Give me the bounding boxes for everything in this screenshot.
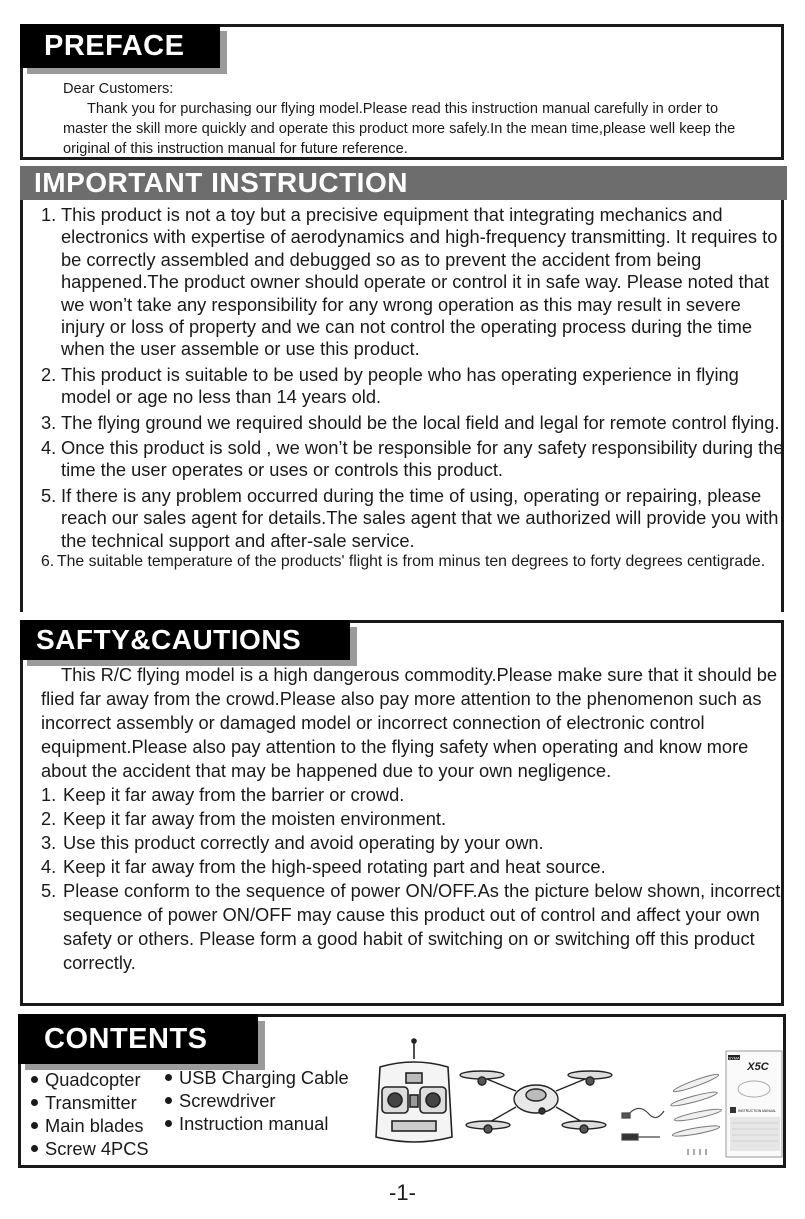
item-text: The flying ground we required should be the local field and legal for remote control flying. [61,411,780,433]
list-item [41,204,786,361]
item-number: 4. [41,437,57,459]
list-item [41,437,786,482]
item-number: 1. [41,784,57,805]
item-number: 3. [41,411,57,433]
list-item [41,855,781,879]
preface-body: Thank you for purchasing our flying model.Please read this instruction manual carefully in order to master the skill more quickly and operate this product more safely.In the mean time,please well keep the original of this instruction manual for future reference. [63,101,736,157]
item-number: 3. [41,832,57,853]
item-text: Please conform to the sequence of power ON/OFF.As the picture below shown, incorrect sequence of power ON/OFF may cause this product out of control and affect your own safety or others. Please form a good habit of switching on or switching off this product correctly. [63,880,781,973]
item-text: Screwdriver [179,1090,276,1111]
transmitter-icon [376,1039,452,1142]
bullet-icon [165,1120,172,1127]
item-number: 5. [41,880,57,901]
bullet-icon [31,1099,38,1106]
item-text: Transmitter [45,1092,137,1113]
bullet-icon [31,1122,38,1129]
list-item [31,1115,144,1137]
item-text: This product is suitable to be used by people who has operating experience in flying model or age no less than 14 years old. [61,363,739,408]
quadcopter-icon [460,1071,612,1133]
list-item [165,1067,349,1089]
bullet-icon [165,1097,172,1104]
important-instruction-list [41,204,786,572]
list-item [41,412,786,434]
preface-title: PREFACE [20,24,220,68]
item-text: Use this product correctly and avoid operating by your own. [63,832,544,853]
list-item [31,1092,137,1114]
safety-body [41,663,781,975]
item-number: 1. [41,204,57,225]
item-number: 6. [41,553,55,571]
item-text: USB Charging Cable [179,1067,349,1088]
list-item [41,879,781,975]
preface-text [63,79,763,159]
list-item [165,1090,276,1112]
manual-model: X5C [747,1061,769,1073]
header-shadow [350,627,357,663]
list-item [165,1113,328,1135]
item-text: If there is any problem occurred during the time of using, operating or repairing, please reach our sales agent for details.The sales agent that we authorized will provide you with the technical support and after-sale service. [61,484,779,551]
item-number: 4. [41,856,57,877]
safety-cautions-title: SAFTY&CAUTIONS [20,620,350,660]
header-shadow [220,31,227,71]
manual-heading: INSTRUCTION MANUAL [738,1109,777,1113]
list-item [31,1069,141,1091]
contents-section [18,1014,786,1168]
important-instruction-section [20,166,784,612]
list-item [41,783,781,807]
preface-greeting: Dear Customers: [63,81,174,97]
bullet-icon [165,1074,172,1081]
bullet-icon [31,1076,38,1083]
item-text: Main blades [45,1115,144,1136]
preface-section [20,24,784,160]
contents-title: CONTENTS [18,1014,258,1064]
list-item [31,1138,149,1160]
instruction-manual-icon [726,1051,782,1157]
item-text: Keep it far away from the moisten environment. [63,808,447,829]
item-text: This product is not a toy but a precisive equipment that integrating mechanics and electronics with expertise of aerodynamics and high-frequency transmitting. It requires to be correctly assembled and debugged so as to prevent the accident from being happened.The product owner should operate or control it in safe way. Please noted that we won’t take any responsibility for any wrong operation as this may result in severe injury or loss of property and we can not control the operating process during the time when the user assemble or use this product. [61,204,778,360]
item-text: Screw 4PCS [45,1138,149,1159]
item-text: Instruction manual [179,1113,329,1134]
safety-list [41,783,781,975]
list-item [41,807,781,831]
list-item [41,364,786,409]
item-text: Keep it far away from the high-speed rotating part and heat source. [63,856,606,877]
manual-brand: SYMA [728,1055,740,1061]
blades-icon [670,1072,722,1155]
safety-cautions-section [20,620,784,1006]
contents-illustration [366,1037,784,1165]
page-number: -1- [389,1180,416,1205]
important-instruction-title: IMPORTANT INSTRUCTION [20,166,787,200]
list-item [41,831,781,855]
item-number: 2. [41,363,57,385]
item-number: 5. [41,484,57,506]
list-item [41,555,786,569]
list-item [41,485,786,552]
safety-intro: This R/C flying model is a high dangerous commodity.Please make sure that it should be flied far away from the crowd.Please also pay more attention to the phenomenon such as incorrect assembly or damaged model or incorrect connection of electronic control equipment.Please also pay attention to the flying safety when operating and know more about the accident that may be happened due to your own negligence. [41,664,778,781]
item-text: Once this product is sold , we won’t be responsible for any safety responsibility during the time the user operates or uses or controls this product. [61,437,784,481]
header-shadow [27,68,227,74]
item-text: Keep it far away from the barrier or crowd. [63,784,405,805]
item-text: The suitable temperature of the products' flight is from minus ten degrees to forty degrees centigrade. [57,553,766,571]
bullet-icon [31,1145,38,1152]
item-number: 2. [41,808,57,829]
header-shadow [258,1021,265,1067]
item-text: Quadcopter [45,1069,141,1090]
cable-and-screwdriver-icon [622,1108,664,1140]
